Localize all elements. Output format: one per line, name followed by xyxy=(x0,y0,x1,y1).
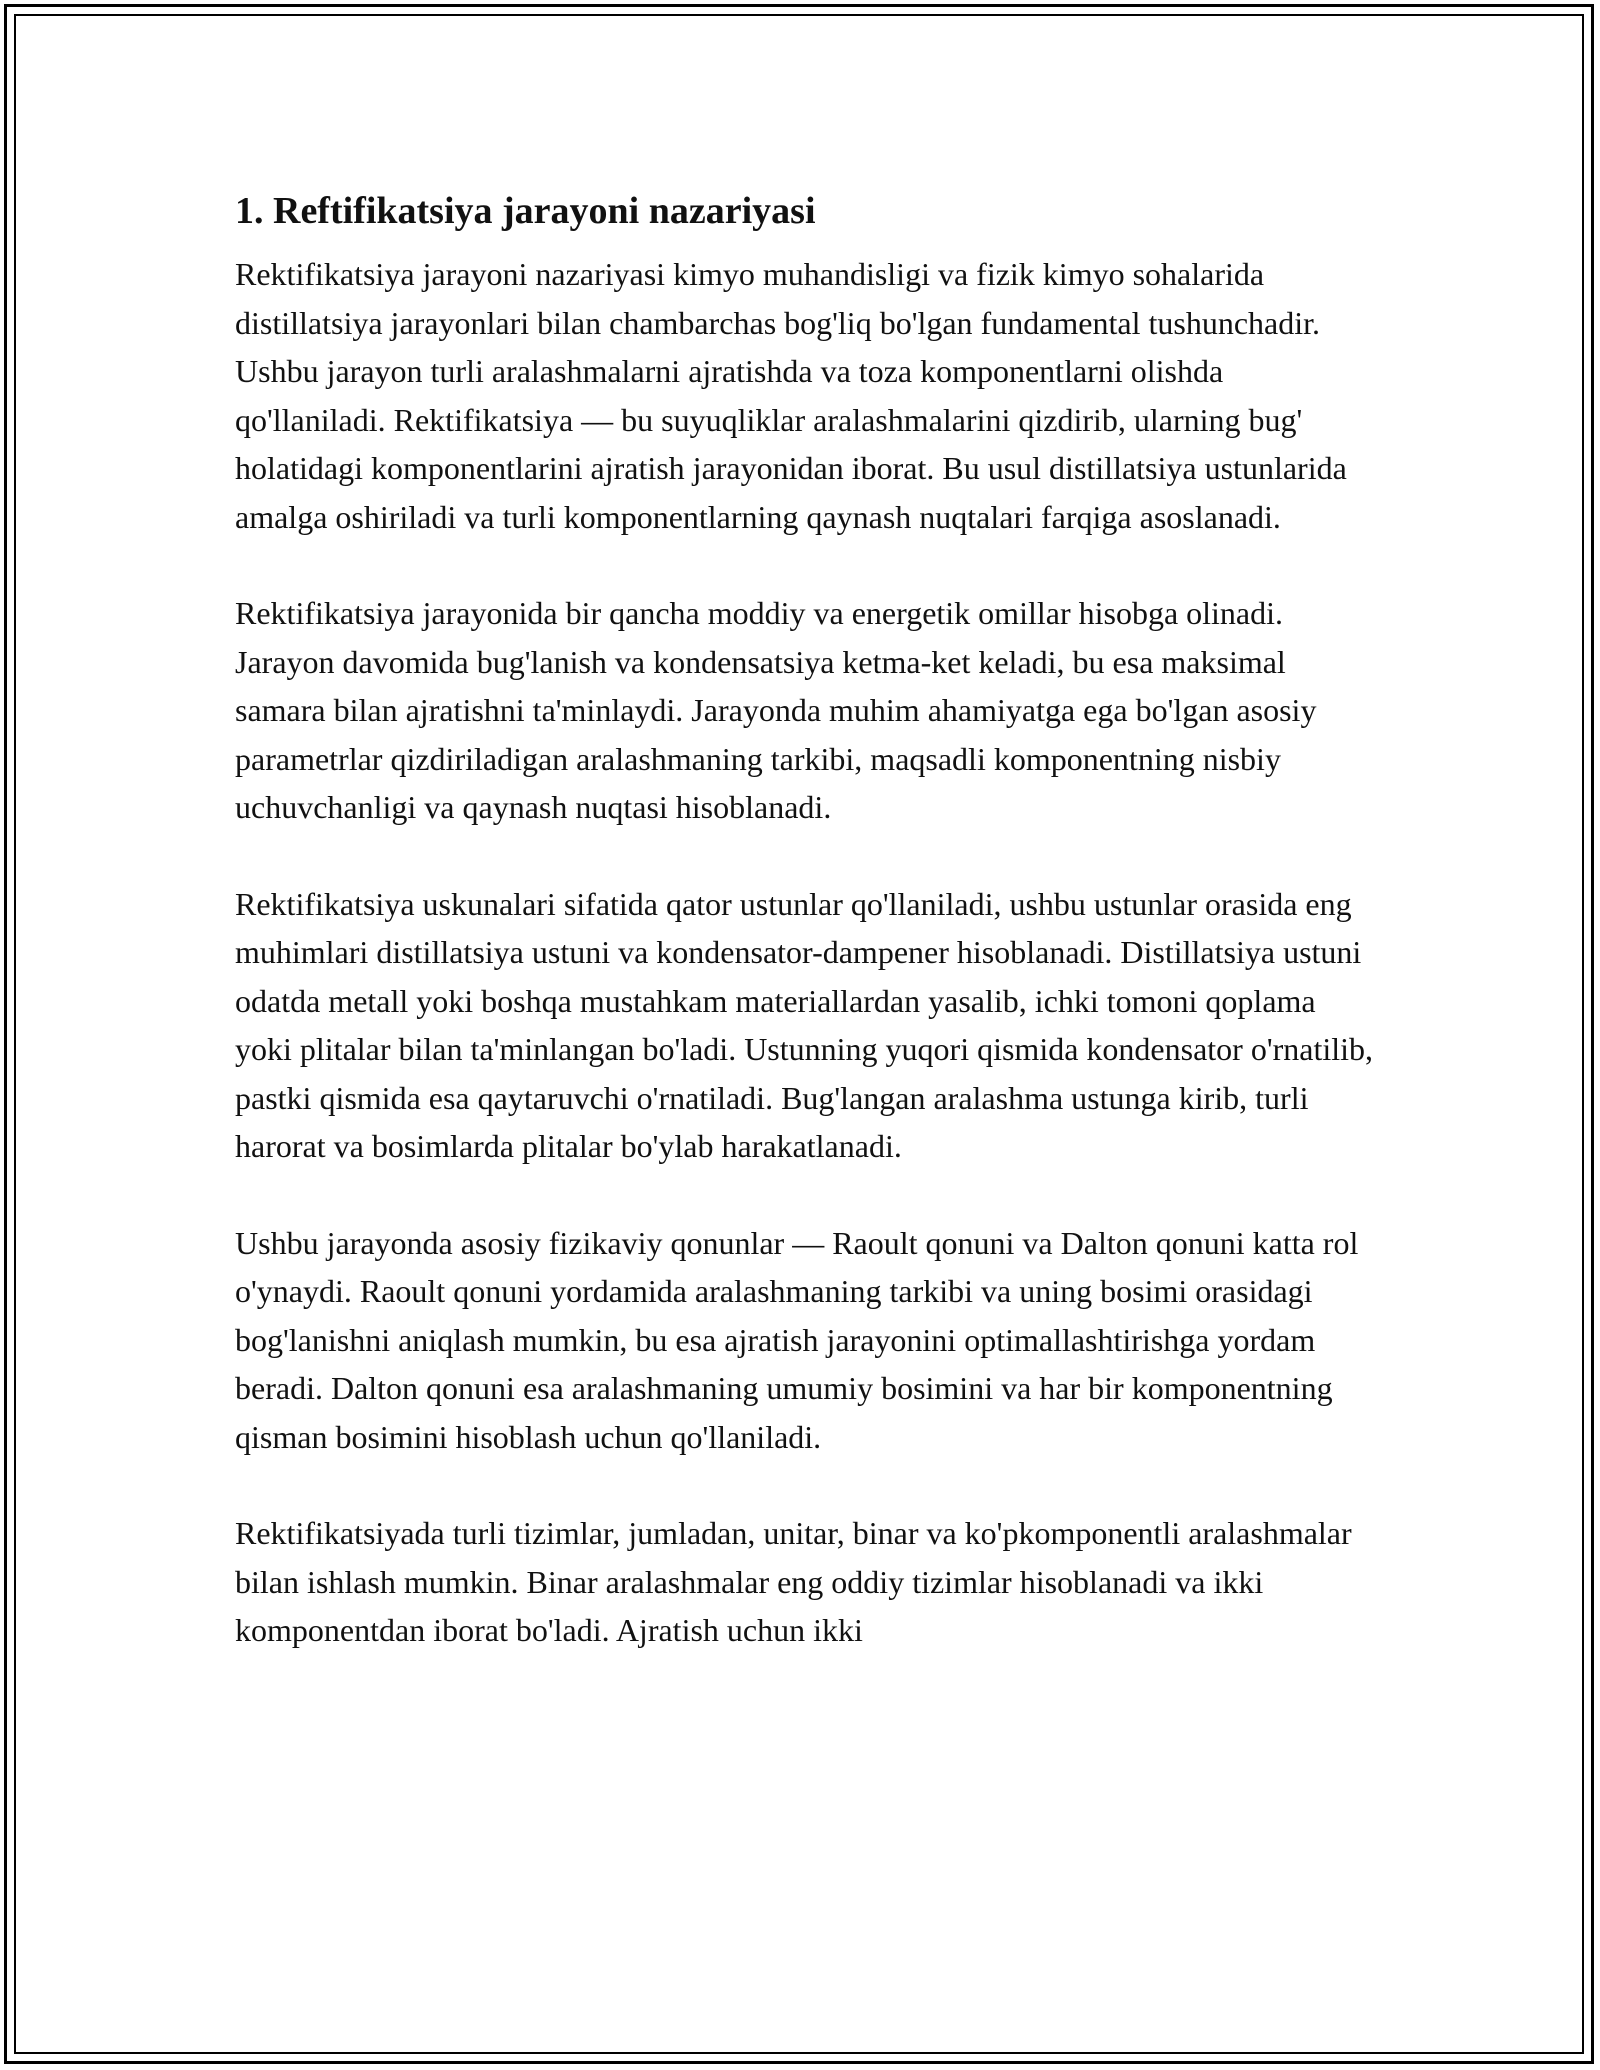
paragraph-5: Rektifikatsiyada turli tizimlar, jumladan, unitar, binar va ko'pkomponentli aralashmalar bilan ishlash mumkin. Binar aralashmalar eng oddiy tizimlar hisoblanadi va ikki komponentdan iborat bo'ladi. Ajratish uchun ikki xyxy=(235,1515,1352,1648)
paragraph-2: Rektifikatsiya jarayonida bir qancha moddiy va energetik omillar hisobga olinadi. Jarayon davomida bug'lanish va kondensatsiya ketma-ket keladi, bu esa maksimal samara bilan ajratishni ta'minlaydi. Jarayonda muhim ahamiyatga ega bo'lgan asosiy parametrlar qizdiriladigan aralashmaning tarkibi, maqsadli komponentning nisbiy uchuvchanligi va qaynash nuqtasi hisoblanadi. xyxy=(235,595,1317,825)
paragraph-4: Ushbu jarayonda asosiy fizikaviy qonunlar — Raoult qonuni va Dalton qonuni katta rol o'ynaydi. Raoult qonuni yordamida aralashmaning tarkibi va uning bosimi orasidagi bog'lanishni aniqlash mumkin, bu esa ajratish jarayonini optimallashtirishga yordam beradi. Dalton qonuni esa aralashmaning umumiy bosimini va har bir komponentning qisman bosimini hisoblash uchun qo'llaniladi. xyxy=(235,1224,1359,1455)
paragraph-1: Rektifikatsiya jarayoni nazariyasi kimyo muhandisligi va fizik kimyo sohalarida distillatsiya jarayonlari bilan chambarchas bog'liq bo'lgan fundamental tushunchadir. Ushbu jarayon turli aralashmalarni ajratishda va toza komponentlarni olishda qo'llaniladi. Rektifikatsiya — bu suyuqliklar aralashmalarini qizdirib, ularning bug' holatidagi komponentlarini ajratish jarayonidan iborat. Bu usul distillatsiya ustunlarida amalga oshiriladi va turli komponentlarning qaynash nuqtalari farqiga asoslanadi. xyxy=(235,256,1347,535)
paragraph-3: Rektifikatsiya uskunalari sifatida qator ustunlar qo'llaniladi, ushbu ustunlar orasida eng muhimlari distillatsiya ustuni va kondensator-dampener hisoblanadi. Distillatsiya ustuni odatda metall yoki boshqa mustahkam materiallardan yasalib, ichki tomoni qoplama yoki plitalar bilan ta'minlangan bo'ladi. Ustunning yuqori qismida kondensator o'rnatilib, pastki qismida esa qaytaruvchi o'rnatiladi. Bug'langan aralashma ustunga kirib, turli harorat va bosimlarda plitalar bo'ylab harakatlanadi. xyxy=(235,885,1373,1164)
document-body xyxy=(235,186,1375,1703)
section-heading: 1. Reftifikatsiya jarayoni nazariyasi xyxy=(235,190,816,232)
